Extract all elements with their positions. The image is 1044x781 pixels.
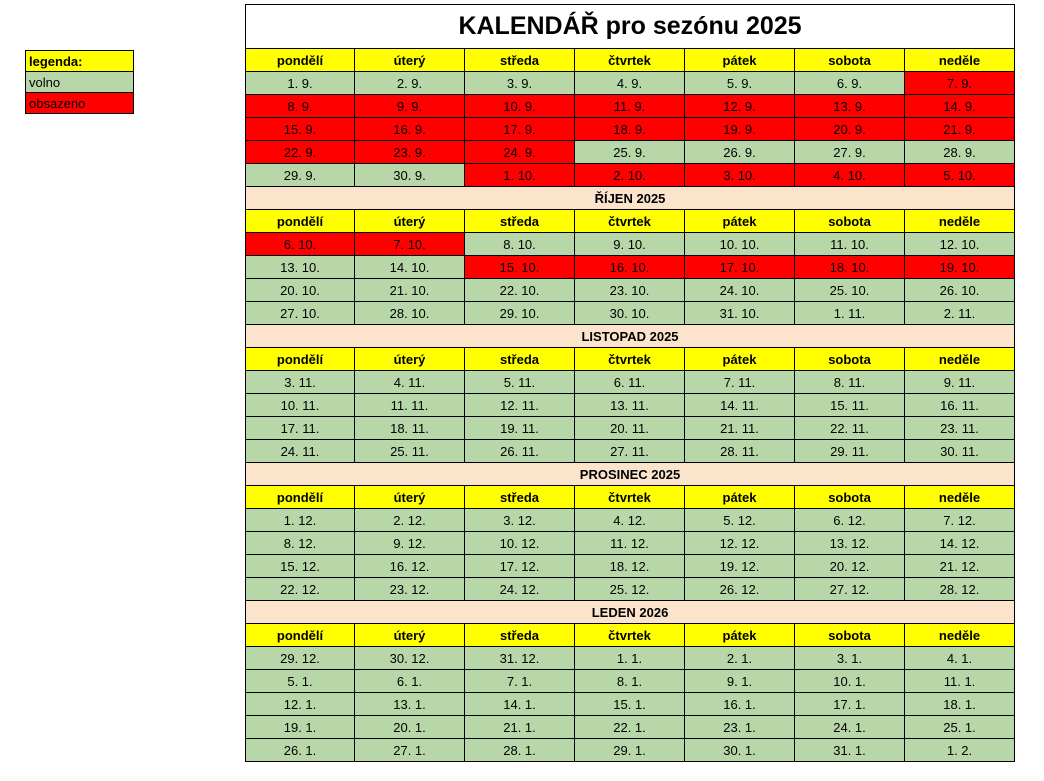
weekday-header: pátek: [685, 49, 795, 72]
weekday-header: úterý: [355, 348, 465, 371]
day-cell-free: 14. 10.: [355, 256, 465, 279]
day-cell-booked: 14. 9.: [905, 95, 1015, 118]
week-row: [245, 716, 1015, 739]
day-cell-booked: 19. 9.: [685, 118, 795, 141]
day-cell-free: 19. 12.: [685, 555, 795, 578]
day-cell-free: 1. 1.: [575, 647, 685, 670]
day-cell-free: 22. 1.: [575, 716, 685, 739]
day-cell-free: 20. 11.: [575, 417, 685, 440]
day-cell-free: 6. 1.: [355, 670, 465, 693]
day-cell-free: 27. 10.: [245, 302, 355, 325]
day-cell-free: 4. 9.: [575, 72, 685, 95]
day-cell-free: 30. 11.: [905, 440, 1015, 463]
day-cell-free: 4. 11.: [355, 371, 465, 394]
day-cell-free: 15. 11.: [795, 394, 905, 417]
day-cell-free: 26. 1.: [245, 739, 355, 762]
weekday-header: úterý: [355, 486, 465, 509]
day-cell-free: 24. 1.: [795, 716, 905, 739]
day-cell-free: 6. 11.: [575, 371, 685, 394]
weekday-header: úterý: [355, 624, 465, 647]
day-cell-free: 10. 12.: [465, 532, 575, 555]
week-row: [245, 72, 1015, 95]
day-cell-booked: 1. 10.: [465, 164, 575, 187]
weekday-header: pondělí: [245, 210, 355, 233]
weekday-header: čtvrtek: [575, 210, 685, 233]
weekday-header: sobota: [795, 49, 905, 72]
day-cell-free: 25. 12.: [575, 578, 685, 601]
day-cell-free: 31. 1.: [795, 739, 905, 762]
month-header: LISTOPAD 2025: [245, 325, 1015, 348]
day-cell-booked: 23. 9.: [355, 141, 465, 164]
day-cell-free: 4. 1.: [905, 647, 1015, 670]
weekday-header: pátek: [685, 624, 795, 647]
weekday-header: neděle: [905, 486, 1015, 509]
weekday-header-row: [245, 486, 1015, 509]
weekday-header: čtvrtek: [575, 624, 685, 647]
day-cell-free: 10. 10.: [685, 233, 795, 256]
week-row: [245, 417, 1015, 440]
weekday-header: středa: [465, 624, 575, 647]
weekday-header-row: [245, 210, 1015, 233]
calendar: [245, 4, 1015, 762]
weekday-header: neděle: [905, 624, 1015, 647]
day-cell-free: 27. 1.: [355, 739, 465, 762]
week-row: [245, 670, 1015, 693]
week-row: [245, 256, 1015, 279]
weekday-header: úterý: [355, 49, 465, 72]
day-cell-free: 20. 12.: [795, 555, 905, 578]
day-cell-free: 12. 11.: [465, 394, 575, 417]
day-cell-free: 23. 11.: [905, 417, 1015, 440]
day-cell-booked: 6. 10.: [245, 233, 355, 256]
weekday-header: čtvrtek: [575, 348, 685, 371]
day-cell-free: 26. 11.: [465, 440, 575, 463]
day-cell-free: 26. 9.: [685, 141, 795, 164]
page-title: KALENDÁŘ pro sezónu 2025: [245, 4, 1015, 49]
day-cell-free: 21. 12.: [905, 555, 1015, 578]
day-cell-free: 14. 12.: [905, 532, 1015, 555]
day-cell-free: 7. 11.: [685, 371, 795, 394]
day-cell-booked: 7. 9.: [905, 72, 1015, 95]
day-cell-free: 1. 9.: [245, 72, 355, 95]
day-cell-booked: 16. 9.: [355, 118, 465, 141]
day-cell-free: 12. 1.: [245, 693, 355, 716]
day-cell-free: 29. 12.: [245, 647, 355, 670]
week-row: [245, 141, 1015, 164]
weekday-header: sobota: [795, 348, 905, 371]
day-cell-free: 2. 9.: [355, 72, 465, 95]
legend-table: [25, 50, 134, 114]
day-cell-free: 5. 9.: [685, 72, 795, 95]
day-cell-free: 1. 12.: [245, 509, 355, 532]
day-cell-free: 7. 12.: [905, 509, 1015, 532]
day-cell-free: 3. 1.: [795, 647, 905, 670]
day-cell-booked: 15. 9.: [245, 118, 355, 141]
day-cell-free: 23. 1.: [685, 716, 795, 739]
weekday-header-row: [245, 49, 1015, 72]
week-row: [245, 233, 1015, 256]
day-cell-free: 12. 12.: [685, 532, 795, 555]
day-cell-free: 29. 10.: [465, 302, 575, 325]
day-cell-booked: 3. 10.: [685, 164, 795, 187]
day-cell-free: 20. 10.: [245, 279, 355, 302]
day-cell-free: 8. 1.: [575, 670, 685, 693]
week-row: [245, 578, 1015, 601]
day-cell-free: 6. 12.: [795, 509, 905, 532]
day-cell-free: 5. 1.: [245, 670, 355, 693]
month-header: ŘÍJEN 2025: [245, 187, 1015, 210]
day-cell-free: 3. 11.: [245, 371, 355, 394]
day-cell-free: 25. 10.: [795, 279, 905, 302]
day-cell-booked: 20. 9.: [795, 118, 905, 141]
weekday-header: čtvrtek: [575, 49, 685, 72]
week-row: [245, 509, 1015, 532]
day-cell-booked: 2. 10.: [575, 164, 685, 187]
day-cell-booked: 24. 9.: [465, 141, 575, 164]
day-cell-free: 13. 11.: [575, 394, 685, 417]
day-cell-free: 5. 11.: [465, 371, 575, 394]
day-cell-free: 28. 11.: [685, 440, 795, 463]
day-cell-free: 11. 10.: [795, 233, 905, 256]
day-cell-free: 10. 1.: [795, 670, 905, 693]
day-cell-free: 23. 10.: [575, 279, 685, 302]
day-cell-free: 3. 12.: [465, 509, 575, 532]
weekday-header: pondělí: [245, 348, 355, 371]
day-cell-booked: 21. 9.: [905, 118, 1015, 141]
day-cell-free: 8. 10.: [465, 233, 575, 256]
day-cell-free: 27. 11.: [575, 440, 685, 463]
week-row: [245, 693, 1015, 716]
day-cell-booked: 19. 10.: [905, 256, 1015, 279]
day-cell-free: 25. 11.: [355, 440, 465, 463]
week-row: [245, 532, 1015, 555]
month-header: LEDEN 2026: [245, 601, 1015, 624]
week-row: [245, 555, 1015, 578]
day-cell-free: 3. 9.: [465, 72, 575, 95]
weekday-header: čtvrtek: [575, 486, 685, 509]
week-row: [245, 302, 1015, 325]
weekday-header: středa: [465, 486, 575, 509]
day-cell-free: 25. 1.: [905, 716, 1015, 739]
day-cell-free: 8. 12.: [245, 532, 355, 555]
day-cell-booked: 13. 9.: [795, 95, 905, 118]
day-cell-booked: 12. 9.: [685, 95, 795, 118]
weekday-header: pondělí: [245, 624, 355, 647]
day-cell-free: 28. 9.: [905, 141, 1015, 164]
day-cell-free: 14. 11.: [685, 394, 795, 417]
day-cell-free: 25. 9.: [575, 141, 685, 164]
weekday-header: neděle: [905, 49, 1015, 72]
day-cell-free: 21. 1.: [465, 716, 575, 739]
day-cell-booked: 15. 10.: [465, 256, 575, 279]
day-cell-booked: 17. 9.: [465, 118, 575, 141]
weekday-header: neděle: [905, 210, 1015, 233]
day-cell-free: 16. 12.: [355, 555, 465, 578]
day-cell-free: 17. 1.: [795, 693, 905, 716]
day-cell-free: 4. 12.: [575, 509, 685, 532]
weekday-header: pátek: [685, 486, 795, 509]
day-cell-free: 21. 11.: [685, 417, 795, 440]
day-cell-free: 18. 11.: [355, 417, 465, 440]
legend-title: legenda:: [26, 51, 134, 72]
day-cell-free: 31. 10.: [685, 302, 795, 325]
day-cell-free: 30. 9.: [355, 164, 465, 187]
week-row: [245, 164, 1015, 187]
day-cell-free: 5. 12.: [685, 509, 795, 532]
weekday-header: středa: [465, 49, 575, 72]
weekday-header: středa: [465, 348, 575, 371]
day-cell-free: 13. 12.: [795, 532, 905, 555]
day-cell-booked: 18. 10.: [795, 256, 905, 279]
weekday-header-row: [245, 348, 1015, 371]
day-cell-free: 2. 12.: [355, 509, 465, 532]
day-cell-free: 26. 12.: [685, 578, 795, 601]
day-cell-free: 1. 11.: [795, 302, 905, 325]
day-cell-free: 24. 12.: [465, 578, 575, 601]
day-cell-free: 27. 9.: [795, 141, 905, 164]
day-cell-free: 24. 11.: [245, 440, 355, 463]
day-cell-free: 27. 12.: [795, 578, 905, 601]
weekday-header-row: [245, 624, 1015, 647]
day-cell-free: 2. 1.: [685, 647, 795, 670]
day-cell-free: 19. 11.: [465, 417, 575, 440]
day-cell-booked: 7. 10.: [355, 233, 465, 256]
weekday-header: sobota: [795, 486, 905, 509]
day-cell-booked: 5. 10.: [905, 164, 1015, 187]
week-row: [245, 739, 1015, 762]
day-cell-free: 9. 12.: [355, 532, 465, 555]
day-cell-booked: 9. 9.: [355, 95, 465, 118]
day-cell-free: 30. 12.: [355, 647, 465, 670]
month-header: PROSINEC 2025: [245, 463, 1015, 486]
day-cell-free: 30. 1.: [685, 739, 795, 762]
day-cell-booked: 22. 9.: [245, 141, 355, 164]
legend-busy: obsazeno: [26, 93, 134, 114]
day-cell-free: 13. 10.: [245, 256, 355, 279]
day-cell-free: 22. 12.: [245, 578, 355, 601]
weekday-header: sobota: [795, 210, 905, 233]
weekday-header: pondělí: [245, 49, 355, 72]
weekday-header: středa: [465, 210, 575, 233]
day-cell-free: 22. 11.: [795, 417, 905, 440]
weekday-header: neděle: [905, 348, 1015, 371]
day-cell-free: 21. 10.: [355, 279, 465, 302]
day-cell-free: 23. 12.: [355, 578, 465, 601]
day-cell-free: 16. 11.: [905, 394, 1015, 417]
day-cell-booked: 17. 10.: [685, 256, 795, 279]
day-cell-booked: 18. 9.: [575, 118, 685, 141]
week-row: [245, 647, 1015, 670]
day-cell-free: 11. 11.: [355, 394, 465, 417]
day-cell-free: 31. 12.: [465, 647, 575, 670]
day-cell-free: 12. 10.: [905, 233, 1015, 256]
week-row: [245, 394, 1015, 417]
day-cell-free: 14. 1.: [465, 693, 575, 716]
day-cell-free: 26. 10.: [905, 279, 1015, 302]
day-cell-free: 9. 1.: [685, 670, 795, 693]
day-cell-free: 15. 1.: [575, 693, 685, 716]
legend-free: volno: [26, 72, 134, 93]
day-cell-booked: 11. 9.: [575, 95, 685, 118]
day-cell-booked: 16. 10.: [575, 256, 685, 279]
day-cell-free: 30. 10.: [575, 302, 685, 325]
day-cell-free: 6. 9.: [795, 72, 905, 95]
day-cell-free: 15. 12.: [245, 555, 355, 578]
day-cell-free: 18. 12.: [575, 555, 685, 578]
day-cell-free: 11. 12.: [575, 532, 685, 555]
day-cell-free: 29. 1.: [575, 739, 685, 762]
day-cell-free: 16. 1.: [685, 693, 795, 716]
weekday-header: pátek: [685, 348, 795, 371]
day-cell-free: 29. 11.: [795, 440, 905, 463]
week-row: [245, 118, 1015, 141]
day-cell-booked: 4. 10.: [795, 164, 905, 187]
day-cell-free: 24. 10.: [685, 279, 795, 302]
day-cell-booked: 8. 9.: [245, 95, 355, 118]
day-cell-free: 19. 1.: [245, 716, 355, 739]
day-cell-free: 28. 10.: [355, 302, 465, 325]
day-cell-free: 17. 12.: [465, 555, 575, 578]
weekday-header: pondělí: [245, 486, 355, 509]
day-cell-booked: 10. 9.: [465, 95, 575, 118]
day-cell-free: 2. 11.: [905, 302, 1015, 325]
day-cell-free: 11. 1.: [905, 670, 1015, 693]
day-cell-free: 29. 9.: [245, 164, 355, 187]
day-cell-free: 20. 1.: [355, 716, 465, 739]
day-cell-free: 10. 11.: [245, 394, 355, 417]
day-cell-free: 22. 10.: [465, 279, 575, 302]
day-cell-free: 1. 2.: [905, 739, 1015, 762]
day-cell-free: 28. 1.: [465, 739, 575, 762]
day-cell-free: 8. 11.: [795, 371, 905, 394]
weekday-header: sobota: [795, 624, 905, 647]
weekday-header: úterý: [355, 210, 465, 233]
day-cell-free: 18. 1.: [905, 693, 1015, 716]
day-cell-free: 13. 1.: [355, 693, 465, 716]
week-row: [245, 95, 1015, 118]
day-cell-free: 17. 11.: [245, 417, 355, 440]
week-row: [245, 371, 1015, 394]
week-row: [245, 279, 1015, 302]
weekday-header: pátek: [685, 210, 795, 233]
day-cell-free: 9. 10.: [575, 233, 685, 256]
day-cell-free: 7. 1.: [465, 670, 575, 693]
day-cell-free: 9. 11.: [905, 371, 1015, 394]
week-row: [245, 440, 1015, 463]
day-cell-free: 28. 12.: [905, 578, 1015, 601]
